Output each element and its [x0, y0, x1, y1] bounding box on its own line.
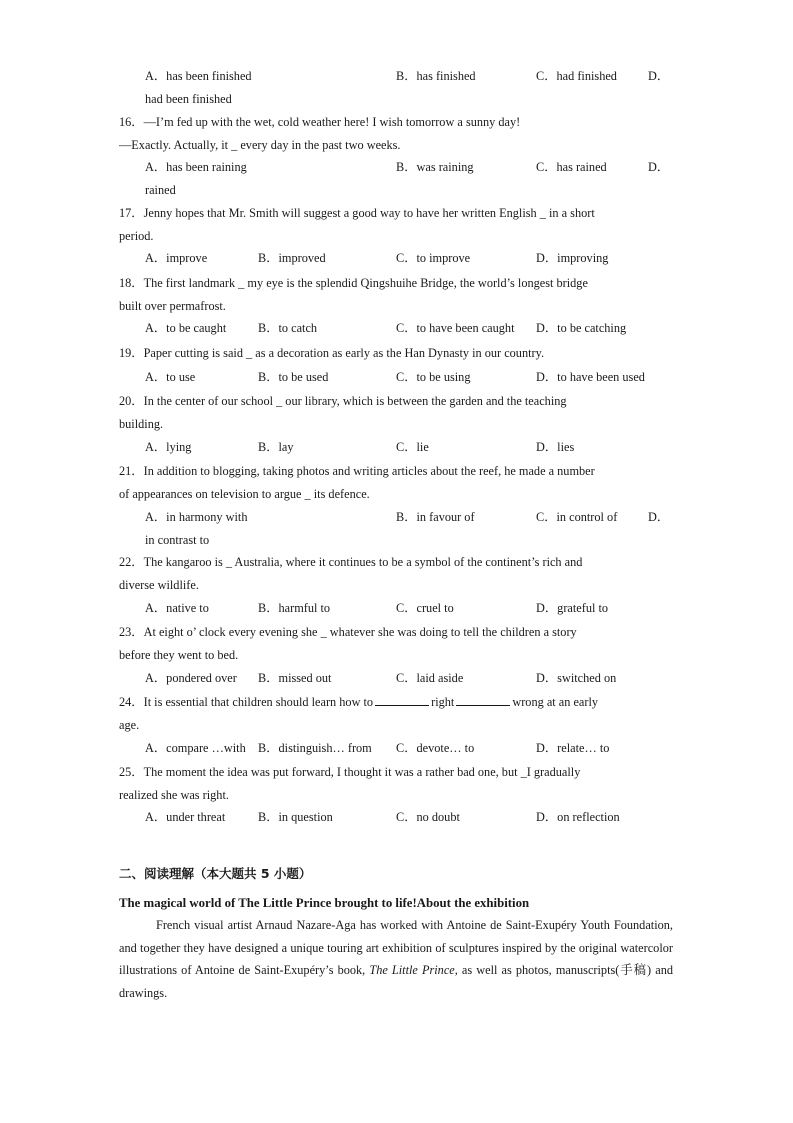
q19-option-a[interactable]: A．to use — [145, 370, 196, 384]
q15-option-c[interactable]: C．had finished — [536, 69, 617, 83]
q17-option-c[interactable]: C．to improve — [396, 251, 471, 265]
q20-option-b[interactable]: B．lay — [258, 440, 294, 454]
q24-option-b[interactable]: B．distinguish… from — [258, 741, 372, 755]
q25-option-a[interactable]: A．under threat — [145, 810, 226, 824]
q15-option-b[interactable]: B．has finished — [396, 69, 476, 83]
q16-option-d[interactable]: D． — [648, 160, 670, 174]
q16-option-a[interactable]: A．has been raining — [145, 160, 247, 174]
q24-option-d[interactable]: D．relate… to — [536, 741, 610, 755]
article-paragraph — [119, 914, 673, 1004]
q16-option-d-text[interactable]: rained — [145, 183, 176, 197]
q25-option-d[interactable]: D．on reflection — [536, 810, 620, 824]
q24-option-c[interactable]: C．devote… to — [396, 741, 475, 755]
q22-option-d[interactable]: D．grateful to — [536, 601, 609, 615]
q21-stem-line2: of appearances on television to argue _ its defence. — [119, 487, 370, 501]
q21-option-a[interactable]: A．in harmony with — [145, 510, 248, 524]
q17-option-a[interactable]: A．improve — [145, 251, 208, 265]
q25-option-b[interactable]: B．in question — [258, 810, 333, 824]
q20-option-a[interactable]: A．lying — [145, 440, 192, 454]
q16-option-c[interactable]: C．has rained — [536, 160, 607, 174]
q18-option-a[interactable]: A．to be caught — [145, 321, 227, 335]
q23-option-a[interactable]: A．pondered over — [145, 671, 237, 685]
q24-stem-line1 — [119, 694, 598, 710]
book-title-italic: The Little Prince — [369, 963, 455, 978]
q21-option-c[interactable]: C．in control of — [536, 510, 618, 524]
q17-stem-line2: period. — [119, 229, 154, 243]
q24-stem-mid: right — [431, 695, 455, 709]
q22-stem-line1: 22．The kangaroo is _ Australia, where it continues to be a symbol of the continent’s rich and — [119, 555, 583, 569]
q22-option-a[interactable]: A．native to — [145, 601, 209, 615]
section-title: 二、阅读理解（本大题共 5 小题） — [119, 866, 312, 881]
q19-option-d[interactable]: D．to have been used — [536, 370, 645, 384]
q23-option-b[interactable]: B．missed out — [258, 671, 332, 685]
q18-stem-line2: built over permafrost. — [119, 299, 226, 313]
q22-option-c[interactable]: C．cruel to — [396, 601, 454, 615]
q24-stem-line2: age. — [119, 718, 140, 732]
q20-option-d[interactable]: D．lies — [536, 440, 575, 454]
q21-option-b[interactable]: B．in favour of — [396, 510, 475, 524]
paragraph-text-start: French visual artist Arnaud Nazare-Aga has worked with Antoine de Saint-Exupéry Youth Foundation, and together they have designed a unique touring art exhibition of sculptures inspired by the original watercolor illustrations of Antoine de Saint-Exupéry’s book, — [119, 918, 673, 978]
q22-option-b[interactable]: B．harmful to — [258, 601, 331, 615]
q18-stem-line1: 18．The first landmark _ my eye is the splendid Qingshuihe Bridge, the world’s longest bridge — [119, 276, 588, 290]
q21-option-d-text[interactable]: in contrast to — [145, 533, 210, 547]
q20-stem-line1: 20．In the center of our school _ our library, which is between the garden and the teaching — [119, 394, 567, 408]
q24-stem-end: wrong at an early — [512, 695, 599, 709]
q20-stem-line2: building. — [119, 417, 164, 431]
q24-option-a[interactable]: A．compare …with — [145, 741, 246, 755]
q16-stem-line1: 16．—I’m fed up with the wet, cold weather here! I wish tomorrow a sunny day! — [119, 115, 521, 129]
q24-blank-1 — [375, 694, 429, 706]
q24-blank-2 — [456, 694, 510, 706]
q17-stem-line1: 17．Jenny hopes that Mr. Smith will suggest a good way to have her written English _ in a short — [119, 206, 595, 220]
q18-option-d[interactable]: D．to be catching — [536, 321, 627, 335]
q25-stem-line2: realized she was right. — [119, 788, 229, 802]
q25-stem-line1: 25．The moment the idea was put forward, I thought it was a rather bad one, but _I gradually — [119, 765, 581, 779]
q23-stem-line2: before they went to bed. — [119, 648, 239, 662]
q16-stem-line2: —Exactly. Actually, it _ every day in the past two weeks. — [119, 138, 401, 152]
q17-option-d[interactable]: D．improving — [536, 251, 609, 265]
q16-option-b[interactable]: B．was raining — [396, 160, 474, 174]
q23-option-d[interactable]: D．switched on — [536, 671, 617, 685]
q23-option-c[interactable]: C．laid aside — [396, 671, 464, 685]
q19-option-c[interactable]: C．to be using — [396, 370, 471, 384]
q21-option-d[interactable]: D． — [648, 510, 670, 524]
q24-stem-start: 24．It is essential that children should learn how to — [119, 695, 374, 709]
q25-option-c[interactable]: C．no doubt — [396, 810, 460, 824]
q15-option-a[interactable]: A．has been finished — [145, 69, 252, 83]
q22-stem-line2: diverse wildlife. — [119, 578, 199, 592]
paragraph-text-end: , as well as photos, manuscripts(手稿) and drawings. — [119, 963, 673, 1000]
q19-option-b[interactable]: B．to be used — [258, 370, 329, 384]
q17-option-b[interactable]: B．improved — [258, 251, 326, 265]
q15-option-d-text[interactable]: had been finished — [145, 92, 232, 106]
q23-stem-line1: 23．At eight o’ clock every evening she _ whatever she was doing to tell the children a story — [119, 625, 577, 639]
q18-option-c[interactable]: C．to have been caught — [396, 321, 515, 335]
q21-stem-line1: 21．In addition to blogging, taking photos and writing articles about the reef, he made a number — [119, 464, 595, 478]
q15-option-d[interactable]: D． — [648, 69, 670, 83]
article-title: The magical world of The Little Prince brought to life!About the exhibition — [119, 896, 530, 910]
q18-option-b[interactable]: B．to catch — [258, 321, 318, 335]
q19-stem-line1: 19．Paper cutting is said _ as a decoration as early as the Han Dynasty in our country. — [119, 346, 545, 360]
q20-option-c[interactable]: C．lie — [396, 440, 429, 454]
